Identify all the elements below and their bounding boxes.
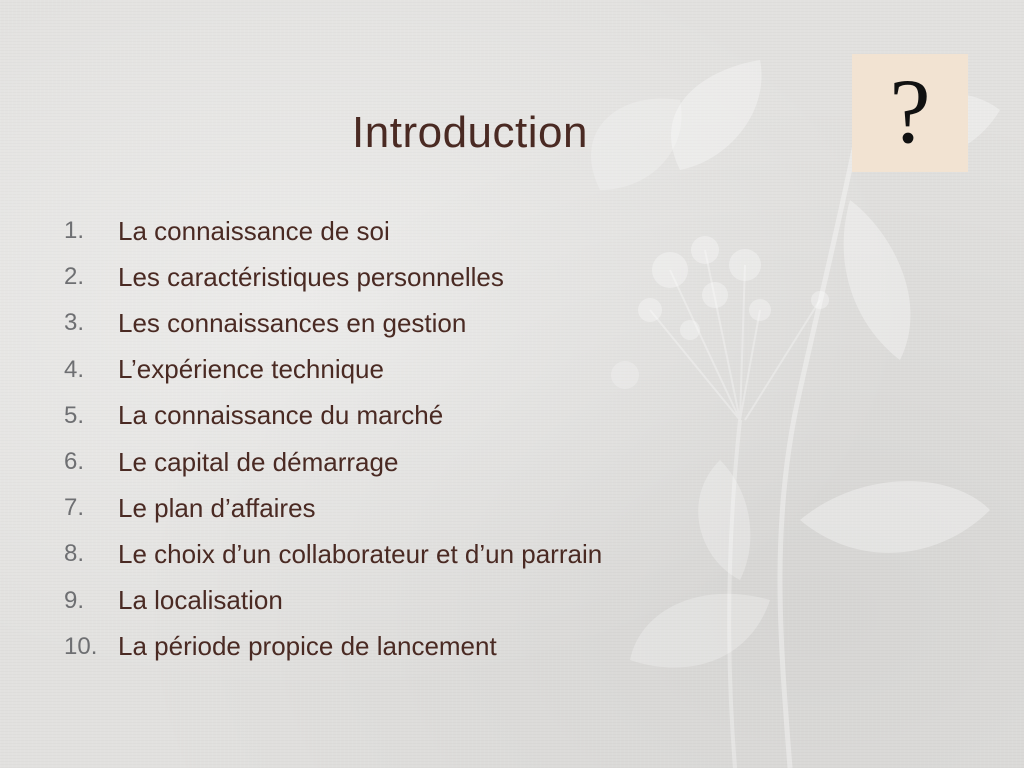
list-item	[64, 393, 602, 439]
list-item-text: La période propice de lancement	[118, 631, 497, 662]
list-item-text: Le capital de démarrage	[118, 446, 399, 477]
list-item	[64, 347, 602, 393]
question-mark-glyph: ?	[889, 60, 931, 162]
list-item-text: Le choix d’un collaborateur et d’un parrain	[118, 538, 603, 569]
list-item-number: 9.	[64, 586, 85, 614]
list-item	[64, 208, 602, 254]
list-item-number: 10.	[64, 632, 98, 660]
list-item-number: 7.	[64, 494, 85, 522]
question-mark-icon	[852, 54, 968, 172]
list-item-number: 3.	[64, 309, 85, 337]
list-item-text: La connaissance du marché	[118, 400, 444, 431]
list-item-number: 5.	[64, 401, 85, 429]
list-item-text: La connaissance de soi	[118, 215, 390, 246]
list-item	[64, 439, 602, 485]
list-item	[64, 578, 602, 624]
list-item-text: Le plan d’affaires	[118, 492, 316, 523]
list-item-number: 4.	[64, 355, 85, 383]
list-item-text: La localisation	[118, 585, 283, 616]
topic-list	[64, 208, 602, 670]
slide-title: Introduction	[352, 108, 588, 157]
list-item	[64, 624, 602, 670]
list-item	[64, 531, 602, 577]
list-item-text: L’expérience technique	[118, 354, 384, 385]
list-item	[64, 485, 602, 531]
list-item-number: 8.	[64, 540, 85, 568]
list-item	[64, 254, 602, 300]
list-item-number: 6.	[64, 448, 85, 476]
list-item	[64, 300, 602, 346]
list-item-number: 1.	[64, 217, 85, 245]
list-item-text: Les connaissances en gestion	[118, 307, 467, 338]
list-item-text: Les caractéristiques personnelles	[118, 261, 504, 292]
list-item-number: 2.	[64, 263, 85, 291]
